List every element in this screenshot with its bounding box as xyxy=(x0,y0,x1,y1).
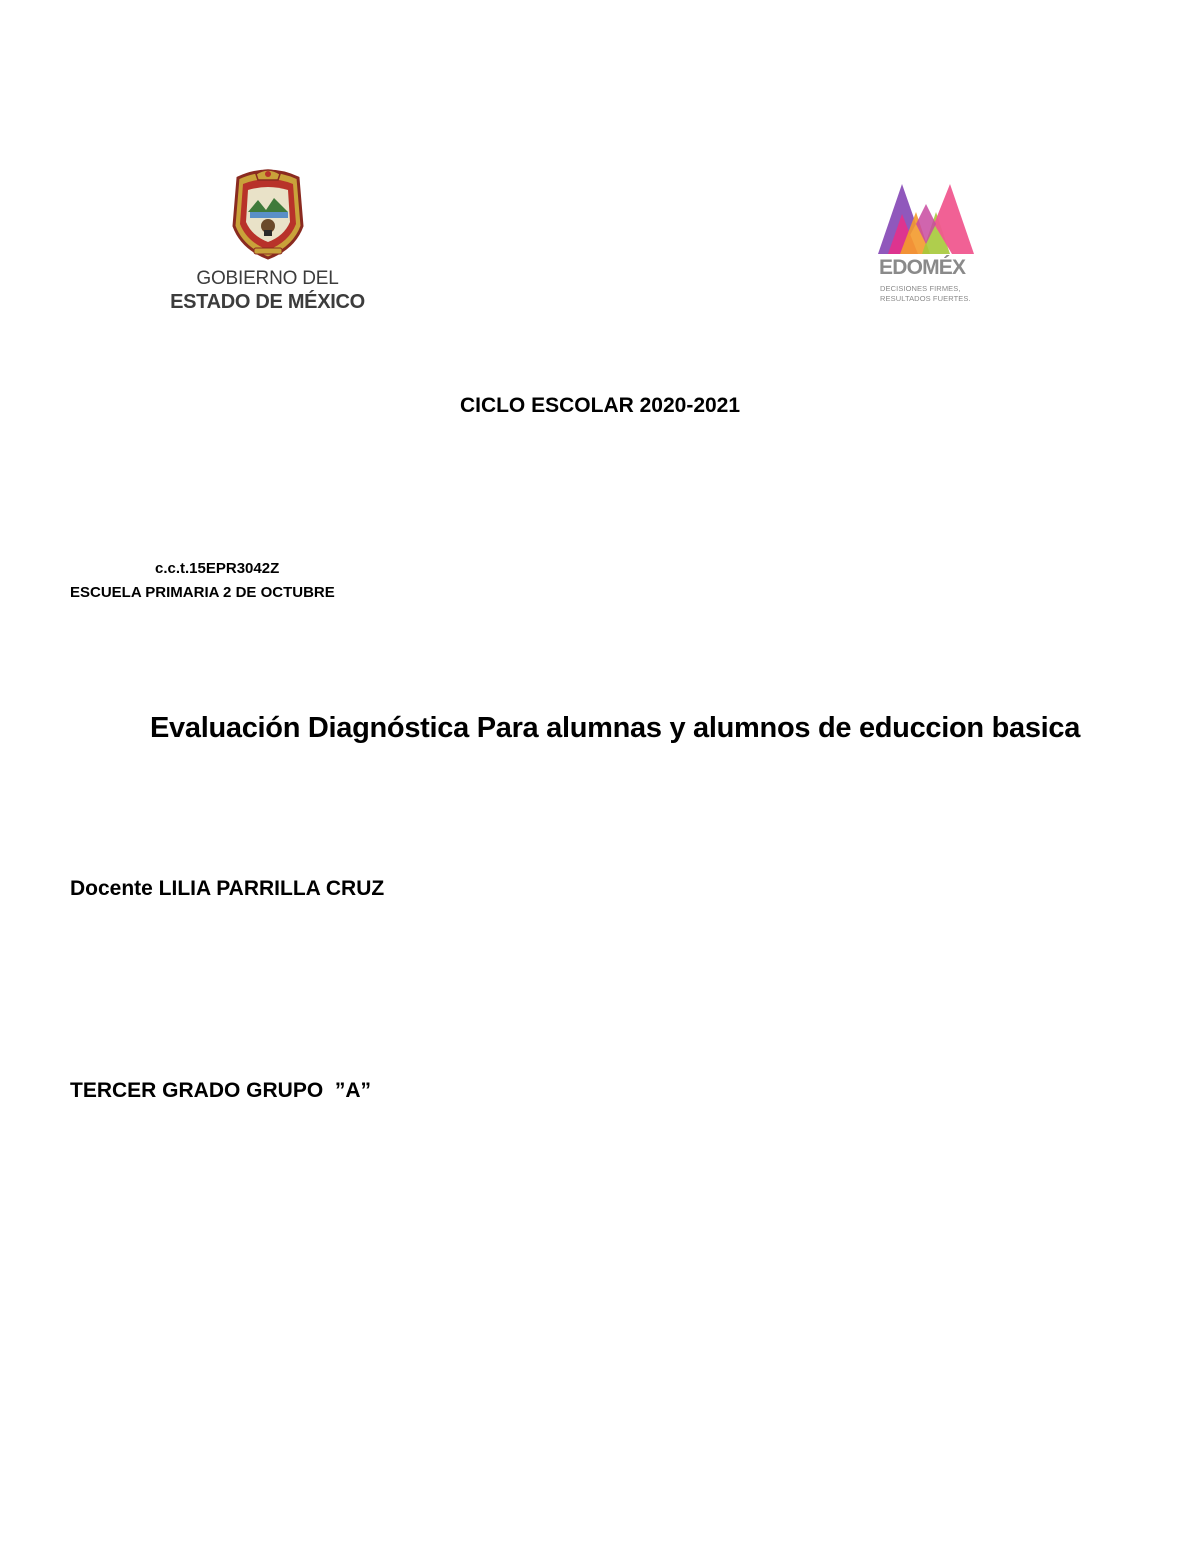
grade-group: TERCER GRADO GRUPO ”A” xyxy=(70,1079,372,1102)
coat-of-arms-icon xyxy=(228,168,308,260)
edomex-logo xyxy=(876,184,981,308)
ciclo-escolar-heading: CICLO ESCOLAR 2020-2021 xyxy=(459,394,741,417)
logo-line-gobierno: GOBIERNO DEL xyxy=(196,268,339,289)
gobierno-estado-mexico-logo xyxy=(160,168,375,318)
cct-code: c.c.t.15EPR3042Z xyxy=(155,560,280,577)
edomex-tagline-1: DECISIONES FIRMES, xyxy=(880,284,961,293)
teacher-name: Docente LILIA PARRILLA CRUZ xyxy=(70,877,385,900)
edomex-m-icon xyxy=(878,184,974,254)
logo-line-estado: ESTADO DE MÉXICO xyxy=(170,291,365,313)
document-title: Evaluación Diagnóstica Para alumnas y alumnos de educcion basica xyxy=(150,712,1081,744)
edomex-wordmark: EDOMÉX xyxy=(879,256,966,279)
school-name: ESCUELA PRIMARIA 2 DE OCTUBRE xyxy=(70,584,335,601)
edomex-tagline-2: RESULTADOS FUERTES. xyxy=(880,294,971,303)
